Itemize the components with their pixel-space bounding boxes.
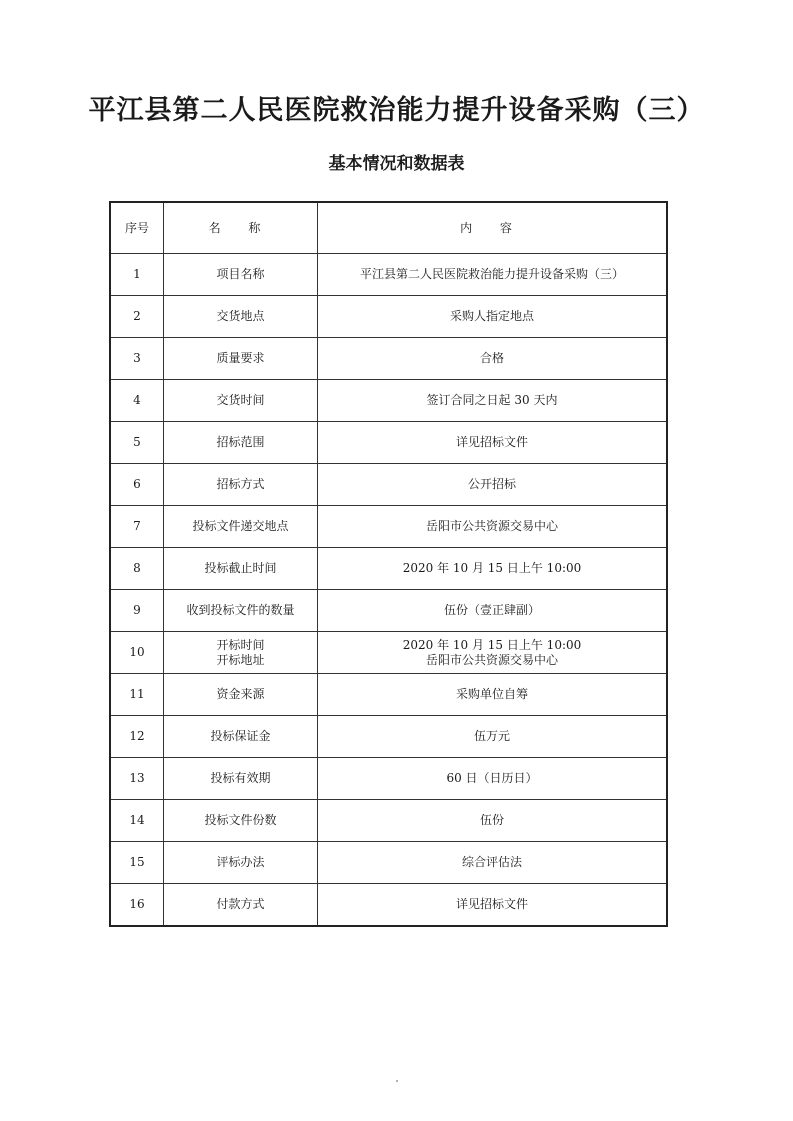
row-name-line: 交货地点 — [216, 309, 265, 323]
row-content — [318, 674, 668, 716]
row-content — [318, 884, 668, 926]
row-name — [164, 506, 318, 548]
row-number: 15 — [110, 842, 164, 884]
row-name-line: 收到投标文件的数量 — [186, 603, 295, 617]
table-row — [110, 548, 667, 590]
row-number: 12 — [110, 716, 164, 758]
table-row — [110, 338, 667, 380]
document-subtitle: 基本情况和数据表 — [328, 154, 465, 174]
row-content — [318, 590, 668, 632]
table-row — [110, 884, 667, 926]
row-name — [164, 590, 318, 632]
row-number: 4 — [110, 380, 164, 422]
row-content-line: 采购单位自筹 — [455, 687, 528, 701]
table-row — [110, 842, 667, 884]
row-content-line: 详见招标文件 — [455, 435, 528, 449]
row-number: 10 — [110, 632, 164, 674]
row-name — [164, 884, 318, 926]
row-content-line: 公开招标 — [467, 477, 516, 491]
row-name — [164, 296, 318, 338]
row-number: 1 — [110, 254, 164, 296]
row-name — [164, 254, 318, 296]
row-content — [318, 422, 668, 464]
document-title: 平江县第二人民医院救治能力提升设备采购（三） — [88, 95, 705, 126]
table-row — [110, 632, 667, 674]
row-name-line: 投标有效期 — [210, 771, 271, 785]
row-content — [318, 338, 668, 380]
row-content-line: 2020 年 10 月 15 日上午 10:00 — [402, 561, 582, 575]
table-row — [110, 590, 667, 632]
row-name — [164, 632, 318, 674]
row-content — [318, 842, 668, 884]
row-name-line: 付款方式 — [216, 896, 265, 911]
table-body — [110, 254, 667, 926]
row-content-line: 签订合同之日起 30 天内 — [426, 393, 558, 407]
row-name-line: 投标文件份数 — [204, 813, 277, 827]
row-number: 9 — [110, 590, 164, 632]
basic-info-table — [109, 201, 668, 927]
table-row — [110, 758, 667, 800]
table-header-row — [110, 202, 667, 254]
row-content-line: 岳阳市公共资源交易中心 — [425, 519, 558, 533]
row-name — [164, 800, 318, 842]
row-name-line: 交货时间 — [216, 393, 265, 407]
table-row — [110, 464, 667, 506]
row-number: 11 — [110, 674, 164, 716]
row-number: 8 — [110, 548, 164, 590]
row-name — [164, 716, 318, 758]
row-content — [318, 716, 668, 758]
row-content-line: 综合评估法 — [461, 855, 522, 869]
row-number: 16 — [110, 884, 164, 926]
row-name-line: 投标文件递交地点 — [192, 519, 289, 533]
header-no: 序号 — [110, 202, 164, 254]
row-content — [318, 548, 668, 590]
row-content-line: 伍份 — [479, 813, 504, 827]
row-number: 3 — [110, 338, 164, 380]
table-row — [110, 800, 667, 842]
row-number: 5 — [110, 422, 164, 464]
row-name-line: 开标地址 — [216, 652, 265, 667]
row-content-line: 60 日（日历日） — [446, 771, 538, 785]
row-name — [164, 380, 318, 422]
row-content — [318, 758, 668, 800]
row-name — [164, 422, 318, 464]
scan-speck — [396, 1080, 398, 1082]
table-row — [110, 254, 667, 296]
table-row — [110, 716, 667, 758]
row-content — [318, 506, 668, 548]
row-name — [164, 464, 318, 506]
row-number: 2 — [110, 296, 164, 338]
row-name — [164, 674, 318, 716]
row-name-line: 资金来源 — [216, 687, 265, 701]
row-number: 13 — [110, 758, 164, 800]
table-row — [110, 506, 667, 548]
row-content — [318, 464, 668, 506]
row-name — [164, 842, 318, 884]
header-content: 内 容 — [318, 202, 668, 254]
row-content-line: 2020 年 10 月 15 日上午 10:00 — [402, 637, 582, 652]
row-content-line: 采购人指定地点 — [449, 309, 534, 323]
table-row — [110, 422, 667, 464]
table-row — [110, 296, 667, 338]
row-content-line: 详见招标文件 — [455, 896, 528, 911]
row-name — [164, 548, 318, 590]
row-name-line: 开标时间 — [216, 637, 265, 652]
row-name-line: 招标方式 — [216, 477, 265, 491]
table-row — [110, 674, 667, 716]
row-content — [318, 254, 668, 296]
row-name-line: 质量要求 — [216, 351, 265, 365]
row-content — [318, 380, 668, 422]
row-name-line: 投标截止时间 — [204, 561, 277, 575]
row-name — [164, 758, 318, 800]
row-content — [318, 296, 668, 338]
row-content — [318, 800, 668, 842]
table-row — [110, 380, 667, 422]
row-content-line: 合格 — [479, 351, 504, 365]
row-number: 7 — [110, 506, 164, 548]
row-name-line: 投标保证金 — [210, 729, 271, 743]
row-content-line: 岳阳市公共资源交易中心 — [425, 652, 558, 667]
row-content-line: 伍万元 — [473, 729, 510, 743]
row-content — [318, 632, 668, 674]
row-name — [164, 338, 318, 380]
row-content-line: 平江县第二人民医院救治能力提升设备采购（三） — [359, 267, 624, 281]
row-number: 14 — [110, 800, 164, 842]
row-name-line: 项目名称 — [216, 267, 265, 281]
row-number: 6 — [110, 464, 164, 506]
row-content-line: 伍份（壹正肆副） — [443, 603, 540, 617]
header-name: 名 称 — [164, 202, 318, 254]
row-name-line: 评标办法 — [216, 855, 265, 869]
row-name-line: 招标范围 — [216, 435, 265, 449]
